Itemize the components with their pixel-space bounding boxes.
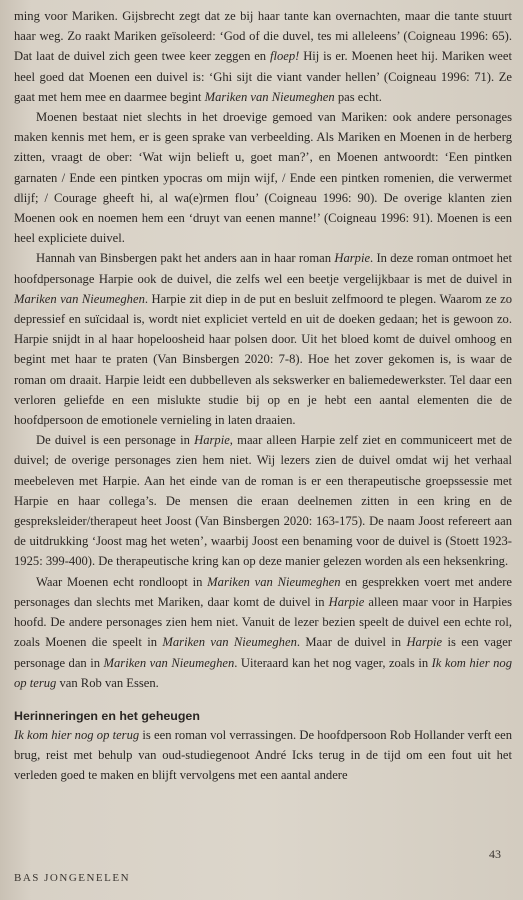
italic-text: Mariken van Nieumeghen xyxy=(162,635,297,650)
last-paragraph xyxy=(14,725,512,786)
paragraph xyxy=(14,430,512,571)
italic-text: Harpie xyxy=(406,635,443,650)
text-run: . In deze roman ontmoet het hoofdpersonage Harpie ook de duivel, die zelfs wel een beetje vergelijkbaar is met de duivel in xyxy=(14,251,512,286)
text-run: , maar alleen Harpie zelf ziet en communiceert met de duivel; de overige personages zien hem niet. Wij lezers zien de duivel omdat wij het verhaal meebeleven met Harpie. Aan het einde van de roman is er een therapeutische groepssessie met Harpie en haar collega’s. De mensen die eraan deelnemen zitten in een kring en de gespreksleider/therapeut heet Joost (Van Binsbergen 2020: 163-175). De naam Joost refereert aan de uitdrukking ‘Joost mag het weten’, waarbij Joost een benaming voor de duivel is (Stoett 1923-1925: 399-400). De therapeutische kring kan op deze manier gelezen worden als een heksenkring. xyxy=(14,433,512,569)
italic-text: floep! xyxy=(269,49,300,64)
text-run: De duivel is een personage in xyxy=(36,433,195,448)
italic-text: Mariken van Nieumeghen xyxy=(204,89,335,104)
text-run: pas echt. xyxy=(334,89,382,104)
text-run: Hannah van Binsbergen pakt het anders aan in haar roman xyxy=(36,251,335,266)
italic-text: Mariken van Nieumeghen xyxy=(207,574,341,589)
italic-text: Harpie xyxy=(194,433,230,448)
body-text xyxy=(14,6,512,786)
text-run: . Uiteraard kan het nog vager, zoals in xyxy=(234,655,432,670)
paragraph xyxy=(14,725,512,786)
italic-text: Ik kom hier nog op terug xyxy=(14,727,140,742)
text-run: en gesprekken voert met andere personages dan slechts met Mariken, daar komt de duivel in xyxy=(14,574,512,609)
page-number: 43 xyxy=(489,847,501,861)
running-footer-author: BAS JONGENELEN xyxy=(14,872,131,884)
text-run: Moenen bestaat niet slechts in het droevige gemoed van Mariken: ook andere personages maken kennis met hem, er is geen sprake van verbeelding. Als Mariken en Moenen in de herberg zitten, vraagt de ober: ‘Wat wijn belieft u, goet man?’, en Moenen antwoordt: ‘Een pintken garnaten / Ende een pintken ypocras om mijn wijf, / Ende een pintken romenien, die verwermet dlijf; / Courage gheeft hi, al wa(e)rmen flou’ (Coigneau 1996: 90). De overige klanten zien Moenen ook en noemen hem een ‘druyt van eenen manne!’ (Coigneau 1996: 91). Moenen is een heel expliciete duivel. xyxy=(14,110,512,246)
paragraph xyxy=(14,6,512,107)
text-run: Waar Moenen echt rondloopt in xyxy=(36,574,208,589)
text-run: alleen maar voor in Harpies hoofd. De andere personages zien hem niet. Vanuit de lezer bezien speelt de duivel een echte rol, zoals Moenen die speelt in xyxy=(14,594,512,650)
text-run: is een vager personage dan in xyxy=(14,635,512,670)
italic-text: Ik kom hier nog op terug xyxy=(14,655,513,690)
italic-text: Harpie xyxy=(334,251,371,266)
italic-text: Mariken van Nieumeghen xyxy=(14,291,145,306)
section-heading: Herinneringen en het geheugen xyxy=(14,708,200,723)
text-run: ming voor Mariken. Gijsbrecht zegt dat ze bij haar tante kan overnachten, maar die tante stuurt haar weg. Zo raakt Mariken geïsoleerd: ‘God of die duvel, tes mi alleleens’ (Coigneau 1996: 65). Dat laat de duivel zich geen twee keer zeggen en xyxy=(14,9,512,64)
paragraph xyxy=(14,248,512,430)
paragraph xyxy=(14,572,512,693)
text-run: Hij is er. Moenen heet hij. Mariken weet heel goed dat Moenen een duivel is: ‘Ghi sijt die viant vander hellen’ (Coigneau 1996: 71). Ze gaat met hem mee en daarmee begint xyxy=(14,49,512,104)
italic-text: Harpie xyxy=(328,594,365,609)
paragraphs xyxy=(14,6,512,693)
text-run: . Maar de duivel in xyxy=(296,635,407,650)
text-run: van Rob van Essen. xyxy=(56,675,159,690)
text-run: . Harpie zit diep in de put en besluit zelfmoord te plegen. Waarom ze zo depressief en suïcidaal is, wordt niet expliciet verteld en uit de doeken gedaan; het is gewoon zo. Harpie snijdt in al haar hopeloosheid haar polsen door. Uit het bloed komt de duivel omhoog en begint met haar te praten (Van Binsbergen 2020: 7-8). Hoe het zover gekomen is, is waar de roman om draait. Harpie leidt een dubbelleven als sekswerker en baliemedewerkster. Tel daar een verloren geliefde en een mislukte studie bij op en je hebt een aantal elementen die de hoofdpersoon de emotionele vernieling in laten draaien. xyxy=(14,291,512,428)
paragraph xyxy=(14,107,512,248)
italic-text: Mariken van Nieumeghen xyxy=(103,655,235,670)
text-run: is een roman vol verrassingen. De hoofdpersoon Rob Hollander verft een brug, reist met behulp van oud-studiegenoot André Icks terug in de tijd om een fout uit het verleden goed te maken en blijft vervolgens met een aantal andere xyxy=(14,727,512,783)
